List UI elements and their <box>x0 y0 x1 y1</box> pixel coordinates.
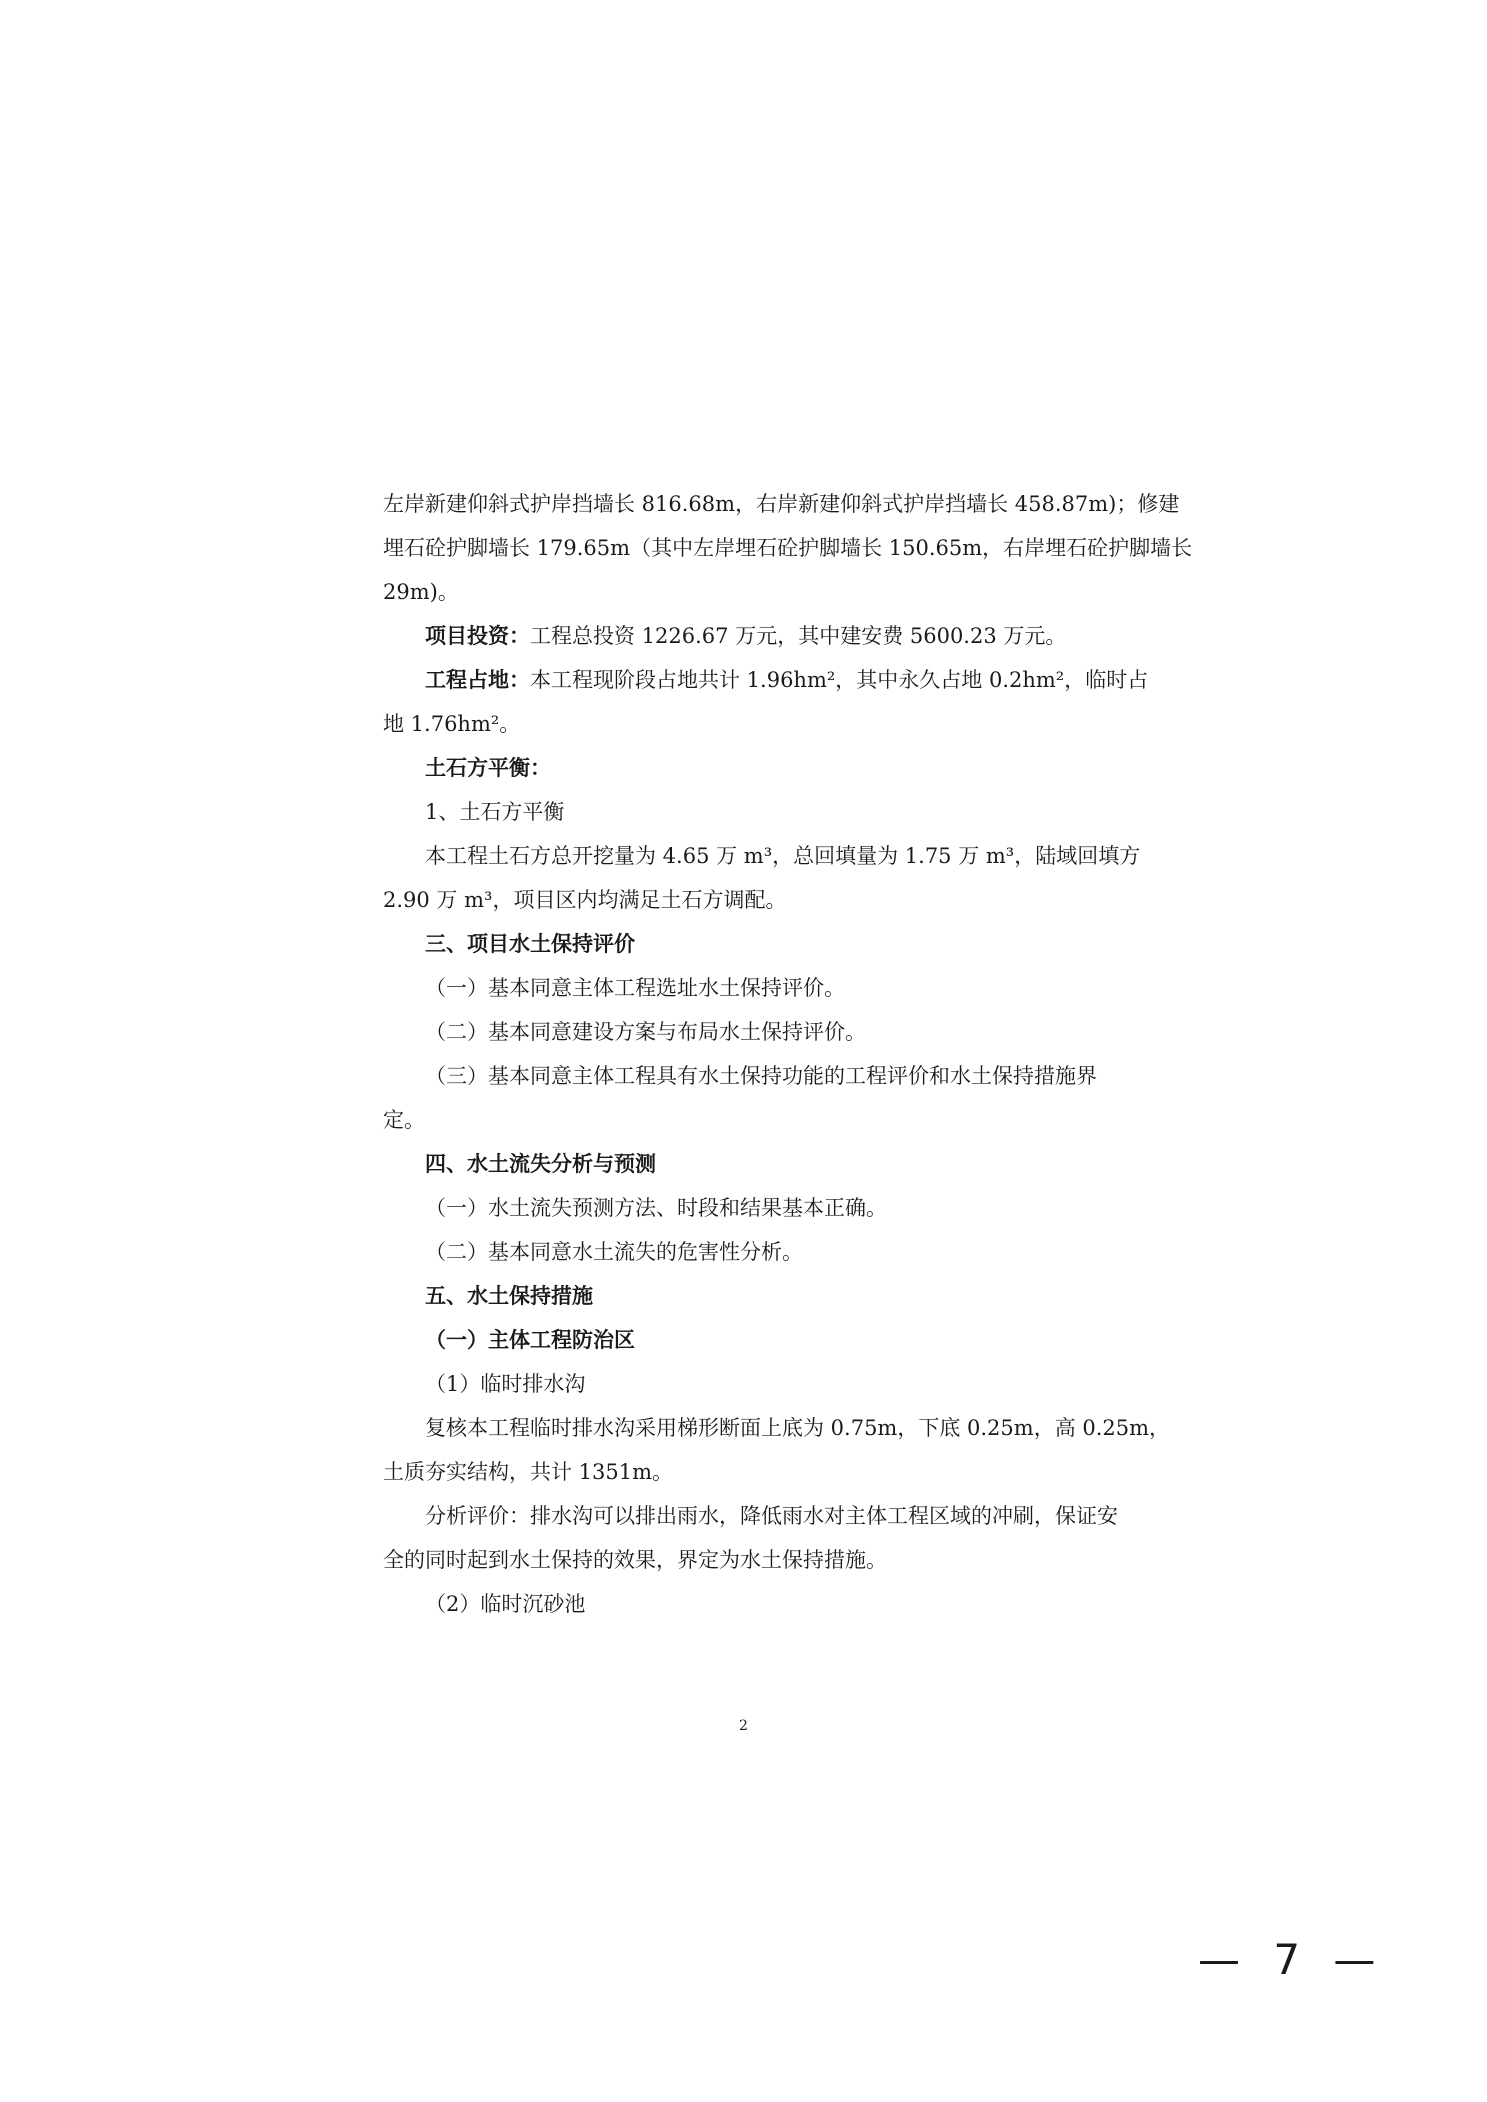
text-line <box>383 1230 1123 1274</box>
text-line <box>383 790 1123 834</box>
section-heading: 四、水土流失分析与预测 <box>425 1151 656 1176</box>
line-text: （1）临时排水沟 <box>425 1372 586 1396</box>
line-text: （一）水土流失预测方法、时段和结果基本正确。 <box>425 1196 887 1220</box>
section-heading: 三、项目水土保持评价 <box>425 931 635 956</box>
text-line <box>383 1186 1123 1230</box>
line-text: 埋石砼护脚墙长 179.65m（其中左岸埋石砼护脚墙长 150.65m，右岸埋石砼护脚墙长 <box>383 536 1193 560</box>
outer-page-number: — 7 — <box>1198 1935 1386 1984</box>
text-line <box>383 526 1193 570</box>
text-line <box>383 1450 1123 1494</box>
text-line <box>383 702 1123 746</box>
text-line <box>383 966 1123 1010</box>
line-text: 1、土石方平衡 <box>425 800 565 824</box>
line-text: 本工程现阶段占地共计 1.96hm²，其中永久占地 0.2hm²，临时占 <box>530 668 1149 692</box>
line-text: 定。 <box>383 1108 425 1132</box>
text-line <box>383 1318 1123 1362</box>
text-line <box>383 482 1180 526</box>
line-text: 全的同时起到水土保持的效果，界定为水土保持措施。 <box>383 1548 887 1572</box>
text-line <box>383 658 1149 702</box>
section-heading: 五、水土保持措施 <box>425 1283 593 1308</box>
text-line <box>383 1494 1123 1538</box>
text-line <box>383 1538 1123 1582</box>
text-line <box>383 1362 1123 1406</box>
text-line <box>383 570 1123 614</box>
line-text: 左岸新建仰斜式护岸挡墙长 816.68m，右岸新建仰斜式护岸挡墙长 458.87m)；修建 <box>383 492 1180 516</box>
line-text: 复核本工程临时排水沟采用梯形断面上底为 0.75m，下底 0.25m，高 0.25m， <box>425 1416 1171 1440</box>
line-heading: 工程占地： <box>425 667 530 692</box>
text-line <box>383 1010 1123 1054</box>
inner-page-number: 2 <box>739 1718 748 1734</box>
line-text: 地 1.76hm²。 <box>383 712 521 736</box>
text-line <box>383 834 1141 878</box>
text-line <box>383 1142 1123 1186</box>
subsection-heading: （一）主体工程防治区 <box>425 1327 635 1352</box>
line-heading: 项目投资： <box>425 623 530 648</box>
line-text: 2.90 万 m³，项目区内均满足土石方调配。 <box>383 888 787 912</box>
line-heading: 土石方平衡： <box>425 755 551 780</box>
line-text: （二）基本同意建设方案与布局水土保持评价。 <box>425 1020 866 1044</box>
line-text: 分析评价：排水沟可以排出雨水，降低雨水对主体工程区域的冲刷，保证安 <box>425 1504 1118 1528</box>
text-line <box>383 1098 1123 1142</box>
line-text: 工程总投资 1226.67 万元，其中建安费 5600.23 万元。 <box>530 624 1067 648</box>
text-line <box>383 922 1123 966</box>
line-text: （三）基本同意主体工程具有水土保持功能的工程评价和水土保持措施界 <box>425 1064 1097 1088</box>
line-text: （一）基本同意主体工程选址水土保持评价。 <box>425 976 845 1000</box>
line-text: 29m)。 <box>383 580 459 604</box>
text-line <box>383 614 1123 658</box>
line-text: 本工程土石方总开挖量为 4.65 万 m³，总回填量为 1.75 万 m³，陆域回填方 <box>425 844 1141 868</box>
text-line <box>383 1582 1123 1626</box>
text-line <box>383 1406 1171 1450</box>
line-text: （2）临时沉砂池 <box>425 1592 586 1616</box>
line-text: 土质夯实结构，共计 1351m。 <box>383 1460 674 1484</box>
text-line <box>383 878 1123 922</box>
text-line <box>383 1274 1123 1318</box>
text-line <box>383 746 1123 790</box>
text-line <box>383 1054 1123 1098</box>
line-text: （二）基本同意水土流失的危害性分析。 <box>425 1240 803 1264</box>
document-body <box>383 482 1193 1626</box>
